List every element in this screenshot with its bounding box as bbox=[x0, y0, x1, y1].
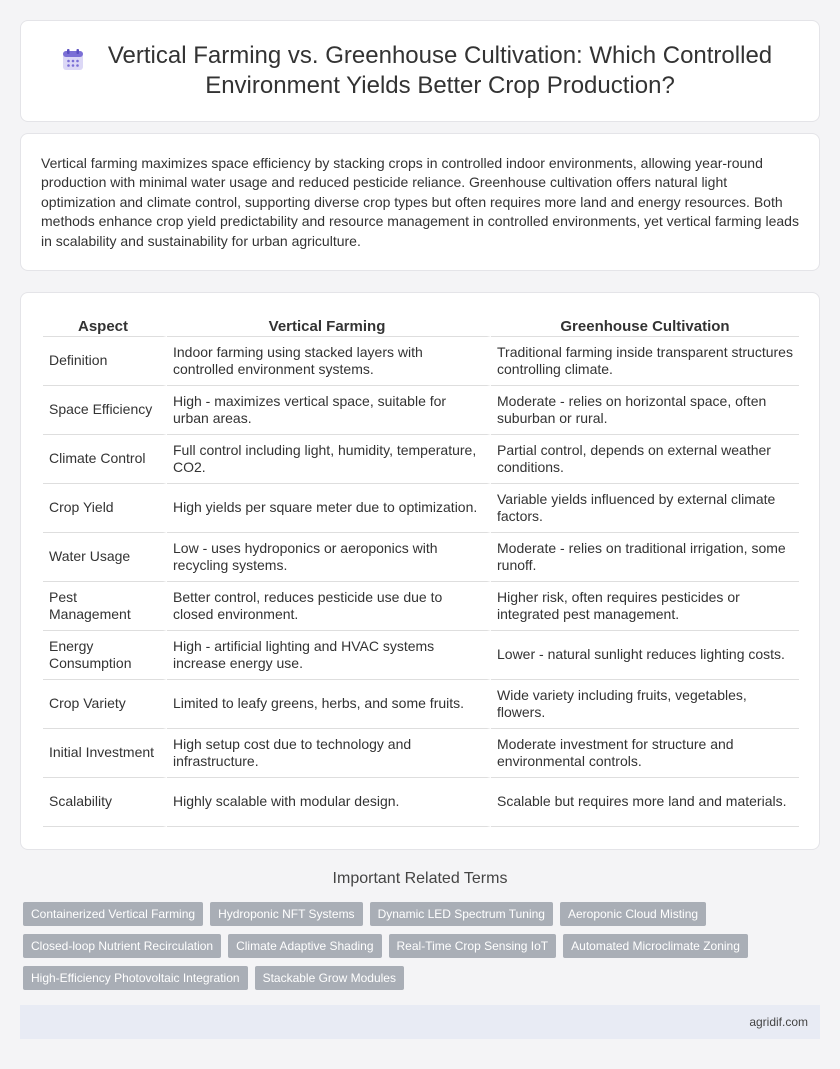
table-row bbox=[43, 533, 799, 582]
greenhouse-cell: Partial control, depends on external weather conditions. bbox=[491, 435, 799, 484]
related-terms-title: Important Related Terms bbox=[332, 870, 508, 887]
table-row bbox=[43, 386, 799, 435]
aspect-cell: Pest Management bbox=[43, 582, 167, 631]
table-row bbox=[43, 582, 799, 631]
vertical-farming-cell: Highly scalable with modular design. bbox=[167, 778, 491, 827]
related-term-tag[interactable]: Dynamic LED Spectrum Tuning bbox=[370, 902, 553, 926]
aspect-cell: Crop Variety bbox=[43, 680, 167, 729]
aspect-cell: Climate Control bbox=[43, 435, 167, 484]
comparison-table-card bbox=[20, 292, 820, 850]
related-term-tag[interactable]: High-Efficiency Photovoltaic Integration bbox=[23, 966, 248, 990]
vertical-farming-cell: High - artificial lighting and HVAC systems increase energy use. bbox=[167, 631, 491, 680]
footer-site-link[interactable]: agridif.com bbox=[749, 1015, 808, 1029]
greenhouse-cell: Variable yields influenced by external climate factors. bbox=[491, 484, 799, 533]
greenhouse-cell: Lower - natural sunlight reduces lighting costs. bbox=[491, 631, 799, 680]
vertical-farming-cell: High yields per square meter due to optimization. bbox=[167, 484, 491, 533]
table-row bbox=[43, 729, 799, 778]
header-card bbox=[20, 20, 820, 122]
vertical-farming-cell: Better control, reduces pesticide use due to closed environment. bbox=[167, 582, 491, 631]
intro-card bbox=[20, 133, 820, 271]
aspect-cell: Energy Consumption bbox=[43, 631, 167, 680]
vertical-farming-cell: Limited to leafy greens, herbs, and some fruits. bbox=[167, 680, 491, 729]
aspect-cell: Space Efficiency bbox=[43, 386, 167, 435]
related-term-tag[interactable]: Aeroponic Cloud Misting bbox=[560, 902, 706, 926]
column-header-aspect: Aspect bbox=[43, 315, 167, 337]
footer-bar bbox=[20, 1005, 820, 1039]
related-term-tag[interactable]: Real-Time Crop Sensing IoT bbox=[389, 934, 557, 958]
table-row bbox=[43, 680, 799, 729]
aspect-cell: Definition bbox=[43, 337, 167, 386]
vertical-farming-cell: Indoor farming using stacked layers with controlled environment systems. bbox=[167, 337, 491, 386]
related-terms-section bbox=[20, 868, 820, 990]
table-row bbox=[43, 778, 799, 827]
related-term-tag[interactable]: Containerized Vertical Farming bbox=[23, 902, 203, 926]
calendar-icon bbox=[60, 47, 86, 73]
comparison-table bbox=[43, 315, 799, 827]
page-title: Vertical Farming vs. Greenhouse Cultivation: Which Controlled Environment Yields Better Crop Production? bbox=[107, 42, 773, 99]
greenhouse-cell: Traditional farming inside transparent structures controlling climate. bbox=[491, 337, 799, 386]
related-term-tag[interactable]: Closed-loop Nutrient Recirculation bbox=[23, 934, 221, 958]
related-term-tag[interactable]: Hydroponic NFT Systems bbox=[210, 902, 362, 926]
column-header-vertical-farming: Vertical Farming bbox=[167, 315, 491, 337]
greenhouse-cell: Scalable but requires more land and materials. bbox=[491, 778, 799, 827]
aspect-cell: Scalability bbox=[43, 778, 167, 827]
greenhouse-cell: Moderate investment for structure and environmental controls. bbox=[491, 729, 799, 778]
intro-paragraph: Vertical farming maximizes space efficiency by stacking crops in controlled indoor environments, allowing year-round production with minimal water usage and reduced pesticide reliance. Greenhouse cultivation offers natural light optimization and climate control, supporting diverse crop types but often requires more land and energy resources. Both methods enhance crop yield predictability and resource management in controlled environments, yet vertical farming leads in scalability and sustainability for urban agriculture. bbox=[41, 155, 799, 249]
table-row bbox=[43, 435, 799, 484]
related-term-tag[interactable]: Stackable Grow Modules bbox=[255, 966, 404, 990]
related-term-tag[interactable]: Automated Microclimate Zoning bbox=[563, 934, 748, 958]
greenhouse-cell: Wide variety including fruits, vegetables, flowers. bbox=[491, 680, 799, 729]
greenhouse-cell: Moderate - relies on horizontal space, often suburban or rural. bbox=[491, 386, 799, 435]
vertical-farming-cell: Full control including light, humidity, temperature, CO2. bbox=[167, 435, 491, 484]
greenhouse-cell: Higher risk, often requires pesticides or integrated pest management. bbox=[491, 582, 799, 631]
table-row bbox=[43, 631, 799, 680]
aspect-cell: Initial Investment bbox=[43, 729, 167, 778]
vertical-farming-cell: Low - uses hydroponics or aeroponics with recycling systems. bbox=[167, 533, 491, 582]
table-row bbox=[43, 484, 799, 533]
column-header-greenhouse: Greenhouse Cultivation bbox=[491, 315, 799, 337]
vertical-farming-cell: High - maximizes vertical space, suitable for urban areas. bbox=[167, 386, 491, 435]
related-term-tag[interactable]: Climate Adaptive Shading bbox=[228, 934, 381, 958]
table-row bbox=[43, 337, 799, 386]
related-terms-tags bbox=[20, 902, 820, 990]
table-header-row bbox=[43, 315, 799, 337]
greenhouse-cell: Moderate - relies on traditional irrigation, some runoff. bbox=[491, 533, 799, 582]
vertical-farming-cell: High setup cost due to technology and infrastructure. bbox=[167, 729, 491, 778]
title-wrap bbox=[60, 41, 780, 101]
aspect-cell: Water Usage bbox=[43, 533, 167, 582]
aspect-cell: Crop Yield bbox=[43, 484, 167, 533]
